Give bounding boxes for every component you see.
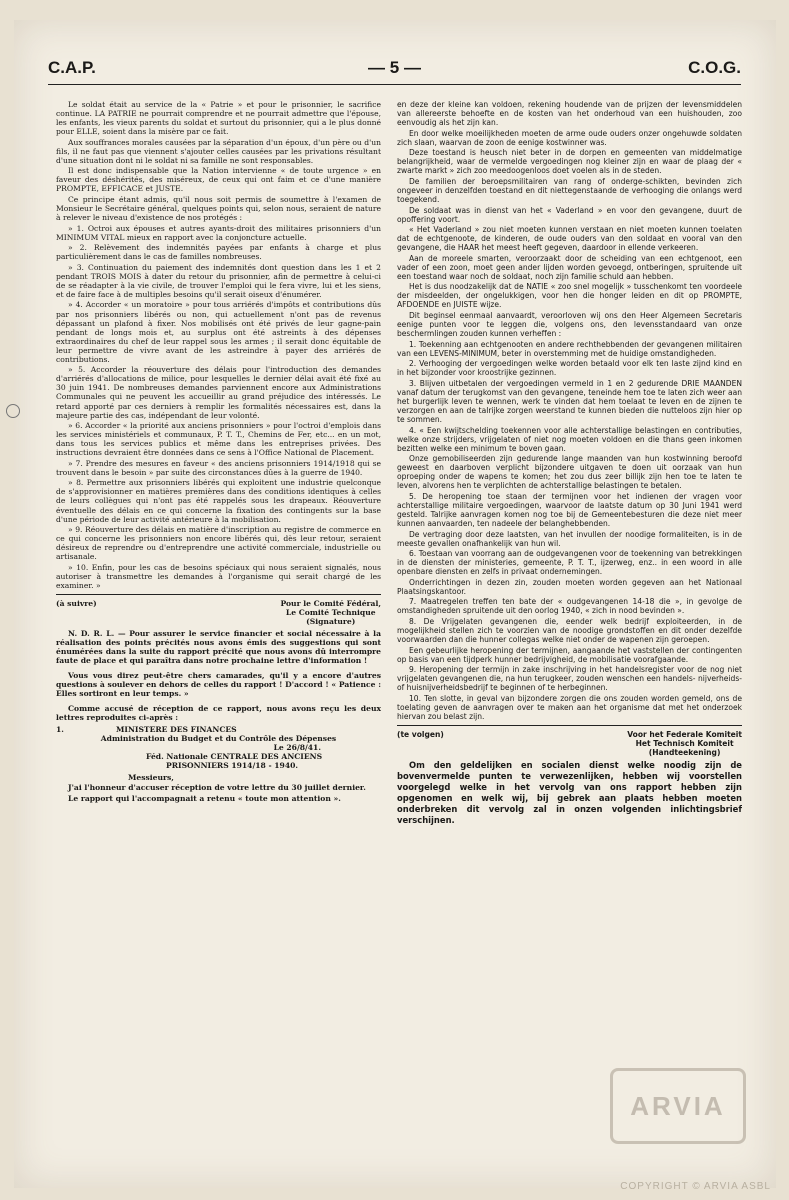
list-item: 10. Ten slotte, in geval van bijzondere zorgen die ons zouden worden gemeld, ons de toelating geven de aanvragen over te maken aan het organisme dat met het onderzoek hiervan zou belast zijn. bbox=[397, 693, 742, 721]
letter-date: Le 26/8/41. bbox=[273, 742, 321, 752]
list-item: 7. Maatregelen treffen ten bate der « oudgevangenen 14-18 die », in gevolge de omstandigheden spruitende uit den oorlog 1940, « zich in nood bevinden ». bbox=[397, 597, 742, 616]
to-be-continued: (te volgen) bbox=[397, 730, 444, 740]
paragraph: De vertraging door deze laatsten, van het invullen der noodige formaliteiten, is in de meeste gevallen onafhankelijk van hun wil. bbox=[397, 529, 742, 548]
list-item: » 5. Accorder la réouverture des délais pour l'introduction des demandes d'arriérés d'allocations de milice, pour lesquelles le dernier délai avait été fixé au 30 juin 1941. De nombreuses demandes parviennent encore aux Administrations Communales qui ne peuvent les accueillir au grand préjudice des intéressés. Le retard apporté par ces derniers à remplir les formalités nécessaires est, dans la majeure partie des cas, indépendant de leur volonté. bbox=[56, 365, 381, 420]
list-item: 2. Verhooging der vergoedingen welke worden betaald voor elk ten laste zijnd kind en in het bijzonder voor kroostrijke gezinnen. bbox=[397, 359, 742, 378]
editor-note: Om den geldelijken en socialen dienst welke noodig zijn de bovenvermelde punten te verwezenlijken, hebben wij voorstellen voorgelegd welke in het vervolg van ons rapport hebben zijn opgenomen en welk wij, bij gebrek aan plaats hebben moeten onderbreken dit vervolg zal in onzen volgenden inlichtingsbrief verschijnen. bbox=[397, 760, 742, 826]
paragraph: en deze der kleine kan voldoen, rekening houdende van de prijzen der levensmiddelen van allereerste behoefte en de kosten van het onderhoud van een huishouden, zoo eenvoudig als het zijn kan. bbox=[397, 100, 742, 128]
letter-heading bbox=[56, 725, 381, 770]
paragraph: Onderrichtingen in dezen zin, zouden moeten worden gegeven aan het Nationaal Plaatsingskantoor. bbox=[397, 577, 742, 596]
paragraph: Het is dus noodzakelijk dat de NATIE « zoo snel mogelijk » tusschenkomt ten voordeele der misdeelden, der ongelukkigen, voor hen die honger leiden en dit op PROMPTE, AFDOENDE en JUISTE wijze. bbox=[397, 282, 742, 310]
signature-row bbox=[56, 599, 381, 626]
divider bbox=[56, 594, 381, 595]
paragraph: Aux souffrances morales causées par la séparation d'un époux, d'un père ou d'un fils, il ne faut pas que viennent s'ajouter celles causées par les privations résultant d'une situation dont ni le soldat ni sa famille ne sont responsables. bbox=[56, 137, 381, 165]
list-item: 3. Blijven uitbetalen der vergoedingen vermeld in 1 en 2 gedurende DRIE MAANDEN vanaf datum der terugkomst van den gevangene, teneinde hem toe te laten zich weer aan het burgerlijk leven te wennen, werk te vinden dat hem toelaat te leven en de zijnen te verzorgen en aan de talrijke zorgen weerstand te kunnen bieden die nutteloos zijn hier op te sommen. bbox=[397, 378, 742, 425]
list-item: » 3. Continuation du paiement des indemnités dont question dans les 1 et 2 pendant TROIS MOIS à dater du retour du prisonnier, afin de permettre à celui-ci de se réadapter à la vie civile, de trouver l'emploi qui le fera vivre, lui et les siens, et de faire face à de multiples besoins qu'il serait oiseux d'énumérer. bbox=[56, 262, 381, 299]
paragraph: Onze gemobiliseerden zijn gedurende lange maanden van hun kostwinning beroofd geweest en daarboven verplicht bijzondere uitgaven te doen uit oorzaak van hun oproeping onder de wapens te komen; het zou dus zeer billijk zijn hen toe te laten te leven, alvorens hen te verplichten de achterstallige belastingen te betalen. bbox=[397, 454, 742, 491]
paragraph: Deze toestand is heusch niet beter in de dorpen en gemeenten van middelmatige belangrijkheid, waar de vermelde vergoedingen nog kleiner zijn en waar de plaag der « zwarte markt » zich zoo meedoogenloos doet voelen als in de steden. bbox=[397, 148, 742, 176]
paragraph: Aan de moreele smarten, veroorzaakt door de scheiding van een echtgenoot, een vader of een zoon, moet geen ander lijden worden gevoegd, ontberingen, spruitende uit een toestand waar noch de soldaat, noch zijn familie schuld aan hebben. bbox=[397, 253, 742, 281]
paragraph: Ce principe étant admis, qu'il nous soit permis de soumettre à l'examen de Monsieur le Secrétaire général, quelques points qui, selon nous, seraient de nature à relever le niveau d'existence de nos protégés : bbox=[56, 194, 381, 223]
letter-number: 1. bbox=[56, 724, 64, 734]
ministry-name: MINISTERE DES FINANCES bbox=[116, 724, 237, 734]
administration-name: Administration du Budget et du Contrôle des Dépenses bbox=[100, 733, 337, 743]
list-item: » 7. Prendre des mesures en faveur « des anciens prisonniers 1914/1918 qui se trouvent dans le besoin » par suite des circonstances dûes à la guerre de 1940. bbox=[56, 458, 381, 477]
signature-block bbox=[627, 730, 742, 757]
list-item: 8. De Vrijgelaten gevangenen die, eender welk bedrijf exploiteerden, in de mogelijkheid stellen zich te voorzien van de noodige grondstoffen en dit onder dezelfde voorwaarden dan die hunner collegas welke niet onder de wapenen zijn geroepen. bbox=[397, 617, 742, 645]
paragraph: Le soldat était au service de la « Patrie » et pour le prisonnier, le sacrifice continue. LA PATRIE ne pourrait comprendre et ne pourrait admettre que l'épouse, les enfants, les vieux parents du soldat et surtout du prisonnier, qui a le plus donné pour ELLE, soient dans la misère par ce fait. bbox=[56, 100, 381, 137]
paragraph: Vous vous direz peut-être chers camarades, qu'il y a encore d'autres questions à soulever en dehors de celles du rapport ! D'accord ! « Patience : Elles sortiront en leur temps. » bbox=[56, 671, 381, 699]
list-item: » 6. Accorder « la priorité aux anciens prisonniers » pour l'octroi d'emplois dans les services ministériels et communaux, P. T. T., Chemins de Fer, etc... en un mot, dans tous les services publics et même dans les entreprises privées. Des instructions devraient être données dans ce sens à l'Office National de Placement. bbox=[56, 421, 381, 458]
list-item: » 8. Permettre aux prisonniers libérés qui exploitent une industrie quelconque de s'approvisionner en matières premières dans des conditions identiques à celles de leurs collègues qui n'ont pas été rappelés sous les drapeaux. Réouverture éventuelle des délais en ce qui concerne la fixation des contingents sur la base d'une période de leur activité antérieure à la mobilisation. bbox=[56, 478, 381, 524]
signature-line: (Handteekening) bbox=[648, 748, 721, 758]
editor-note: N. D. R. L. — Pour assurer le service financier et social nécessaire à la réalisation des points précités nous avons émis des suggestions qui sont énumérées dans la suite du rapport précité que nous avons dû interrompre faute de place et qui paraîtra dans notre prochaine lettre d'information ! bbox=[56, 629, 381, 666]
signature-line: Het Technisch Komiteit bbox=[635, 739, 734, 749]
paragraph: J'ai l'honneur d'accuser réception de votre lettre du 30 juillet dernier. bbox=[68, 783, 366, 793]
recipient-line: PRISONNIERS 1914/18 - 1940. bbox=[166, 760, 299, 770]
list-item: » 4. Accorder « un moratoire » pour tous arriérés d'impôts et contributions dûs par nos prisonniers libérés ou non, qui actuellement n'ont pas de revenus dépassant un plafond à fixer. Nos mobilisés ont été privés de leur gagne-pain pendant de longs mois et, au surplus ont été astreints à des dépenses extraordinaires du chef de leur rappel sous les armes ; il serait donc équitable de leur permettre de vivre avant de les astreindre à payer des arriérés de contributions. bbox=[56, 300, 381, 364]
list-item: » 1. Octroi aux épouses et autres ayants-droit des militaires prisonniers d'un MINIMUM VITAL mieux en rapport avec la conjoncture actuelle. bbox=[56, 223, 381, 242]
list-item: 4. « Een kwijtschelding toekennen voor alle achterstallige belastingen en contributies, welke onze strijders, vrijgelaten of niet nog moeten voldoen en die thans geen inkomen bezitten welke een minimum te boven gaan. bbox=[397, 425, 742, 453]
page-header bbox=[48, 58, 741, 80]
copyright-notice: COPYRIGHT © ARVIA ASBL bbox=[620, 1181, 771, 1192]
list-item: 9. Heropening der termijn in zake inschrijving in het handelsregister voor de nog niet vrijgelaten gevangenen die, na hun terugkeer, zouden wenschen een handels- nijverheids- of huisnijverheidsbedrijf te beginnen of te herbeginnen. bbox=[397, 665, 742, 693]
signature-row bbox=[397, 730, 742, 757]
paragraph: Le rapport qui l'accompagnait a retenu « toute mon attention ». bbox=[68, 793, 341, 803]
salutation: Messieurs, bbox=[128, 772, 174, 782]
list-item: » 2. Relèvement des indemnités payées par enfants à charge et plus particulièrement dans le cas de familles nombreuses. bbox=[56, 243, 381, 262]
signature-line: Pour le Comité Fédéral, bbox=[280, 598, 381, 608]
paragraph: Een gebeurlijke heropening der termijnen, aangaande het vaststellen der contingenten op basis van een tijdperk hunner bedrijvigheid, de mobilisatie voorafgaande. bbox=[397, 645, 742, 664]
archive-stamp: ARVIA bbox=[610, 1068, 746, 1144]
paragraph: De familien der beroepsmilitairen van rang of onderge-schikten, bevinden zich ongeveer in denzelfden toestand en dit niettegenstaande de verhooging die onlangs werd toegekend. bbox=[397, 176, 742, 204]
signature-line: (Signature) bbox=[306, 617, 356, 627]
signature-block bbox=[280, 599, 381, 626]
list-item: » 10. Enfin, pour les cas de besoins spéciaux qui nous seraient signalés, nous autoriser à transmettre les demandes à l'organisme qui serait chargé de les examiner. » bbox=[56, 562, 381, 590]
signature-line: Le Comité Technique bbox=[285, 607, 376, 617]
paragraph: En door welke moeilijkheden moeten de arme oude ouders onzer ongehuwde soldaten zich slaan, waarvan de zoon de eenige kostwinner was. bbox=[397, 128, 742, 147]
signature-line: Voor het Federale Komiteit bbox=[627, 730, 742, 740]
divider bbox=[397, 725, 742, 726]
paragraph: Dit beginsel eenmaal aanvaardt, veroorloven wij ons den Heer Algemeen Secretaris eenige punten voor te leggen die, volgens ons, den levensstandaard van onze beschermlingen zouden kunnen verheffen : bbox=[397, 311, 742, 339]
french-column bbox=[56, 100, 381, 1200]
list-item: 1. Toekenning aan echtgenooten en andere rechthebbenden der gevangenen militairen van een LEVENS-MINIMUM, beter in overstemming met de huidige omstandigheden. bbox=[397, 339, 742, 358]
dutch-column bbox=[397, 100, 742, 1200]
list-item: » 9. Réouverture des délais en matière d'inscription au registre de commerce en ce qui concerne les prisonniers non encore libérés qui, dès leur retour, seraient désireux de reprendre ou d'entreprendre une activité commerciale, industrielle ou artisanale. bbox=[56, 525, 381, 562]
paragraph: « Het Vaderland » zou niet moeten kunnen verstaan en niet moeten kunnen toelaten dat de echtgenoote, de kinderen, de oude ouders van den soldaat en vooral van den gevangene, die HAAR het meest heeft gegeven, daardoor in ellende verkeeren. bbox=[397, 225, 742, 253]
paragraph: Comme accusé de réception de ce rapport, nous avons reçu les deux lettres reproduites ci-après : bbox=[56, 704, 381, 723]
paragraph: De soldaat was in dienst van het « Vaderland » en voor den gevangene, duurt de opoffering voort. bbox=[397, 205, 742, 224]
header-rule bbox=[48, 84, 741, 85]
header-left: C.A.P. bbox=[48, 58, 96, 77]
list-item: 5. De heropening toe staan der termijnen voor het indienen der vragen voor achterstallige militaire vergoedingen, waarvoor de laatste datum op 30 Juni 1941 werd gesteld. Talrijke aanvragen komen nog toe bij de Gemeentebesturen die deze niet meer kunnen aanvaarden, ten nadeele der belanghebbenden. bbox=[397, 491, 742, 529]
list-item: 6. Toestaan van voorrang aan de oudgevangenen voor de toekenning van betrekkingen in de diensten der ministeries, gemeente, P. T. T., ijzerweg, enz.. in een woord in alle openbare diensten en zelfs in privaat ondernemingen. bbox=[397, 549, 742, 577]
binding-hole-mark bbox=[6, 404, 20, 418]
recipient-line: Féd. Nationale CENTRALE DES ANCIENS bbox=[146, 751, 323, 761]
paragraph: Il est donc indispensable que la Nation intervienne « de toute urgence » en faveur des déshérités, des miséreux, de ceux qui ont faim et ce d'une manière PROMPTE, EFFICACE et JUSTE. bbox=[56, 166, 381, 194]
header-right: C.O.G. bbox=[688, 58, 741, 77]
to-be-continued: (à suivre) bbox=[56, 598, 97, 608]
page-number: — 5 — bbox=[368, 58, 421, 77]
